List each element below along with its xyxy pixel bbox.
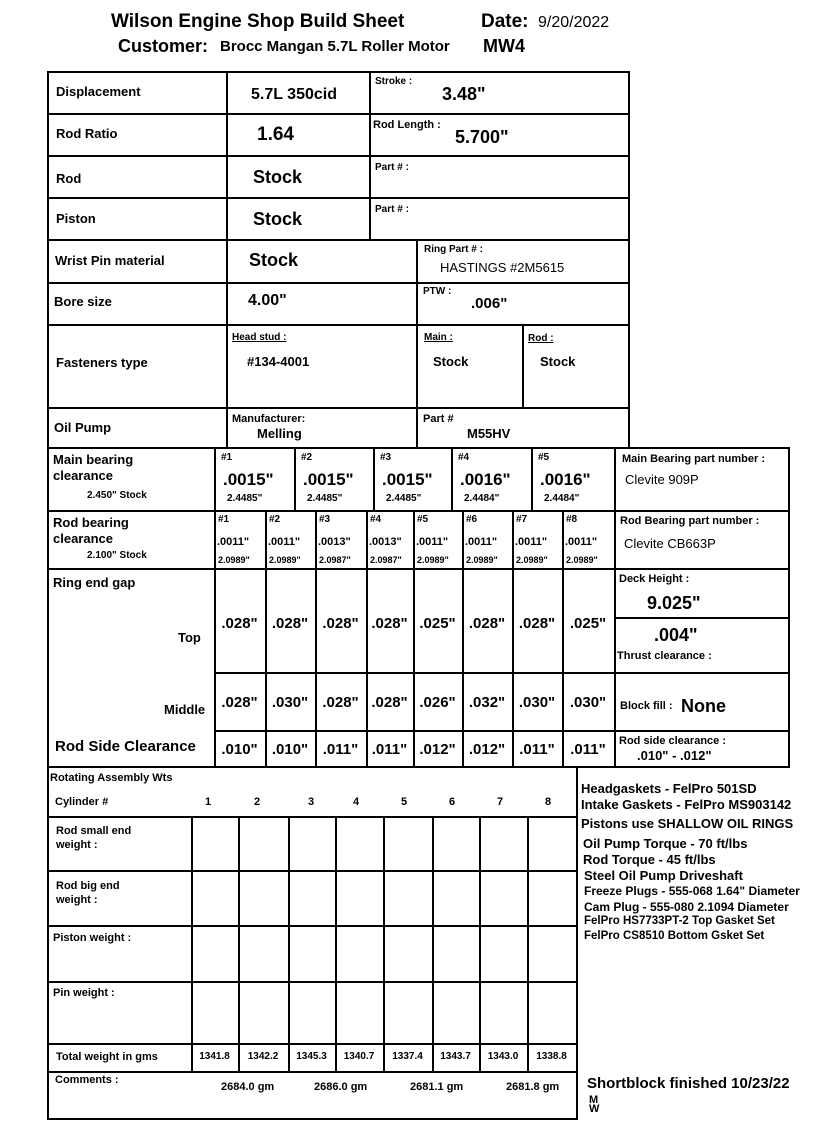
fasteners-label: Fasteners type [56,355,148,370]
main-bearing-part-value: Clevite 909P [625,472,699,487]
displacement-label: Displacement [56,84,141,99]
total-weight-label: Total weight in gms [56,1051,158,1063]
top-ring-gap-value: .028" [322,615,359,632]
rod-side-clearance-value: .010" [271,741,309,758]
ring-part-value: HASTINGS #2M5615 [440,260,565,275]
rod-bearing-cell-journal: 2.0987" [370,555,402,565]
rotating-title: Rotating Assembly Wts [50,772,173,784]
rod-side-clearance-value: .012" [419,741,456,758]
cylinder-number: 3 [307,796,315,808]
oil-pump-label: Oil Pump [54,420,112,435]
block-fill-value: None [681,696,726,716]
rod-bearing-cell-clearance: .0013" [369,536,402,548]
main-bearing-cell-number: #3 [380,452,392,463]
middle-ring-gap-value: .030" [271,694,309,711]
customer-value: Brocc Mangan 5.7L Roller Motor [220,38,450,55]
cylinder-number: 4 [352,796,360,808]
rod-side-clearance-value: .012" [468,741,506,758]
note-line: Freeze Plugs - 555-068 1.64" Diameter [584,884,800,898]
piston-label: Piston [56,211,96,226]
total-weight-value: 1343.7 [440,1051,471,1062]
main-bearing-cell-number: #5 [538,452,550,463]
note-line: Steel Oil Pump Driveshaft [584,868,743,883]
top-ring-gap-value: .025" [419,615,456,632]
ptw-value: .006" [471,295,508,312]
rod-side-clearance-value: .011" [570,741,606,758]
main-bearing-cell-number: #2 [301,452,313,463]
main-bearing-label: Main bearing [53,452,134,467]
total-weight-value: 1337.4 [392,1051,423,1062]
rod-bearing-cell-journal: 2.0989" [466,555,498,565]
rod-bearing-cell-journal: 2.0989" [218,555,250,565]
rod-side-clearance-value: .011" [322,741,359,758]
rod-bearing-cell-number: #6 [466,514,478,525]
middle-ring-gap-value: .028" [221,694,258,711]
piston-weight-label: Piston weight : [53,932,132,944]
main-bearing-label-2: clearance [53,468,113,483]
pair-weight-value: 2681.1 gm [410,1081,464,1093]
middle-ring-gap-value: .026" [419,694,456,711]
rod-bearing-part-value: Clevite CB663P [624,536,716,551]
rod-ratio-label: Rod Ratio [56,126,118,141]
rod-length-label: Rod Length : [373,119,441,131]
rod-bearing-cell-clearance: .0011" [416,536,449,548]
main-bearing-spec: 2.450" Stock [87,490,147,501]
initials [589,1096,599,1114]
sheet-title: Wilson Engine Shop Build Sheet [111,11,405,32]
rod-ratio-value: 1.64 [257,124,294,145]
note-line: FelPro CS8510 Bottom Gsket Set [584,930,765,942]
total-weight-value: 1338.8 [536,1051,567,1062]
ring-middle-label: Middle [164,702,206,717]
manufacturer-label: Manufacturer: [232,413,306,425]
top-ring-gap-value: .028" [271,615,309,632]
small-end-label: Rod small end [56,825,132,837]
customer-label: Customer: [118,36,209,56]
rod-bearing-label-2: clearance [53,531,113,546]
rod-side-clearance-value: .010" [221,741,258,758]
total-weight-value: 1341.8 [199,1051,230,1062]
main-fastener-label: Main : [424,332,453,343]
main-bearing-cell-clearance: .0015" [303,470,354,489]
cylinder-number: 2 [253,796,261,808]
ptw-label: PTW : [423,286,452,297]
bore-value: 4.00" [248,292,287,309]
deck-height-label: Deck Height : [619,573,690,585]
ring-top-label: Top [178,630,201,645]
cylinder-number: 7 [496,796,504,808]
note-line: Rod Torque - 45 ft/lbs [583,852,716,867]
rod-bearing-label: Rod bearing [53,515,129,530]
pair-weight-value: 2684.0 gm [221,1081,275,1093]
cylinder-label: Cylinder # [55,796,109,808]
middle-ring-gap-value: .030" [569,694,607,711]
rod-label: Rod [56,171,82,186]
build-code: MW4 [483,36,525,56]
rod-bearing-spec: 2.100" Stock [87,550,147,561]
block-fill-label: Block fill : [620,700,673,712]
main-fastener-value: Stock [433,354,469,369]
rod-side-clearance-label: Rod Side Clearance [55,738,196,755]
cylinder-number: 8 [544,796,552,808]
displacement-value: 5.7L 350cid [251,86,337,103]
note-line: Headgaskets - FelPro 501SD [581,781,757,796]
rod-bearing-cell-journal: 2.0989" [269,555,301,565]
main-bearing-cell-journal: 2.4484" [464,493,500,504]
main-bearing-cell-clearance: .0015" [382,470,433,489]
cylinder-number: 1 [204,796,212,808]
main-bearing-cell-journal: 2.4485" [307,493,343,504]
rod-part-label: Part # : [375,162,409,173]
rod-bearing-cell-clearance: .0013" [318,536,351,548]
ring-gap-label: Ring end gap [53,575,136,590]
pair-weight-value: 2681.8 gm [506,1081,560,1093]
rod-side-clearance-spec-label: Rod side clearance : [619,735,726,747]
top-ring-gap-value: .028" [468,615,506,632]
note-line: Cam Plug - 555-080 2.1094 Diameter [584,900,789,914]
top-ring-gap-value: .025" [569,615,607,632]
stroke-value: 3.48" [442,84,486,104]
wrist-pin-value: Stock [249,250,299,270]
middle-ring-gap-value: .032" [468,694,506,711]
rod-side-clearance-value: .011" [519,741,555,758]
head-stud-label: Head stud : [232,332,287,343]
oil-pump-part-value: M55HV [467,426,511,441]
rod-side-clearance-value: .011" [371,741,408,758]
big-end-label-2: weight : [56,894,98,906]
cylinder-number: 6 [448,796,456,808]
oil-pump-part-label: Part # [423,413,454,425]
rod-length-value: 5.700" [455,127,509,147]
head-stud-value: #134-4001 [247,354,310,369]
rod-bearing-cell-clearance: .0011" [268,536,301,548]
thrust-clearance-value: .004" [654,625,698,645]
rod-value: Stock [253,167,303,187]
rod-side-clearance-spec-value: .010" - .012" [637,748,712,763]
big-end-label: Rod big end [56,880,120,892]
middle-ring-gap-value: .028" [371,694,408,711]
rod-bearing-cell-number: #8 [566,514,578,525]
rod-bearing-cell-clearance: .0011" [465,536,498,548]
rod-bearing-cell-number: #1 [218,514,230,525]
wrist-pin-label: Wrist Pin material [55,253,165,268]
rod-bearing-cell-clearance: .0011" [565,536,598,548]
note-line: FelPro HS7733PT-2 Top Gasket Set [584,915,775,927]
rod-bearing-cell-number: #3 [319,514,331,525]
note-line: Pistons use SHALLOW OIL RINGS [581,816,794,831]
piston-part-label: Part # : [375,204,409,215]
main-bearing-cell-journal: 2.4485" [227,493,263,504]
rod-bearing-part-label: Rod Bearing part number : [620,515,760,527]
top-ring-gap-value: .028" [221,615,258,632]
rod-bearing-cell-clearance: .0011" [217,536,250,548]
rod-bearing-cell-journal: 2.0989" [516,555,548,565]
total-weight-value: 1345.3 [296,1051,327,1062]
total-weight-value: 1343.0 [487,1051,519,1062]
rod-bearing-cell-number: #4 [370,514,382,525]
rod-fastener-value: Stock [540,354,576,369]
thrust-clearance-label: Thrust clearance : [617,650,712,662]
note-line: Oil Pump Torque - 70 ft/lbs [583,836,748,851]
main-bearing-cell-clearance: .0016" [460,470,511,489]
main-bearing-part-label: Main Bearing part number : [622,453,766,465]
ring-part-label: Ring Part # : [424,244,483,255]
manufacturer-value: Melling [257,426,302,441]
date-value: 9/20/2022 [538,14,610,31]
main-bearing-cell-journal: 2.4485" [386,493,422,504]
total-weight-value: 1342.2 [247,1051,279,1062]
top-ring-gap-value: .028" [518,615,556,632]
rod-bearing-cell-journal: 2.0989" [566,555,598,565]
small-end-label-2: weight : [56,839,98,851]
bore-label: Bore size [54,294,112,309]
main-bearing-cell-clearance: .0015" [223,470,274,489]
main-bearing-cell-number: #1 [221,452,233,463]
shortblock-finished: Shortblock finished 10/23/22 [587,1075,790,1092]
pin-weight-label: Pin weight : [53,987,115,999]
rod-bearing-cell-journal: 2.0987" [319,555,351,565]
middle-ring-gap-value: .030" [518,694,556,711]
middle-ring-gap-value: .028" [322,694,359,711]
rod-bearing-cell-number: #5 [417,514,429,525]
main-bearing-cell-number: #4 [458,452,470,463]
initials-text: MW [589,1094,600,1115]
rod-fastener-label: Rod : [528,333,554,344]
top-ring-gap-value: .028" [371,615,408,632]
date-label: Date: [481,11,529,32]
total-weight-value: 1340.7 [343,1051,375,1062]
main-bearing-cell-journal: 2.4484" [544,493,580,504]
piston-value: Stock [253,209,303,229]
deck-height-value: 9.025" [647,593,701,613]
pair-weight-value: 2686.0 gm [314,1081,368,1093]
cylinder-number: 5 [400,796,408,808]
stroke-label: Stroke : [375,76,413,87]
rod-bearing-cell-clearance: .0011" [515,536,548,548]
rod-bearing-cell-number: #7 [516,514,528,525]
rod-bearing-cell-number: #2 [269,514,281,525]
note-line: Intake Gaskets - FelPro MS903142 [581,797,792,812]
main-bearing-cell-clearance: .0016" [540,470,591,489]
comments-label: Comments : [55,1074,119,1086]
rod-bearing-cell-journal: 2.0989" [417,555,449,565]
